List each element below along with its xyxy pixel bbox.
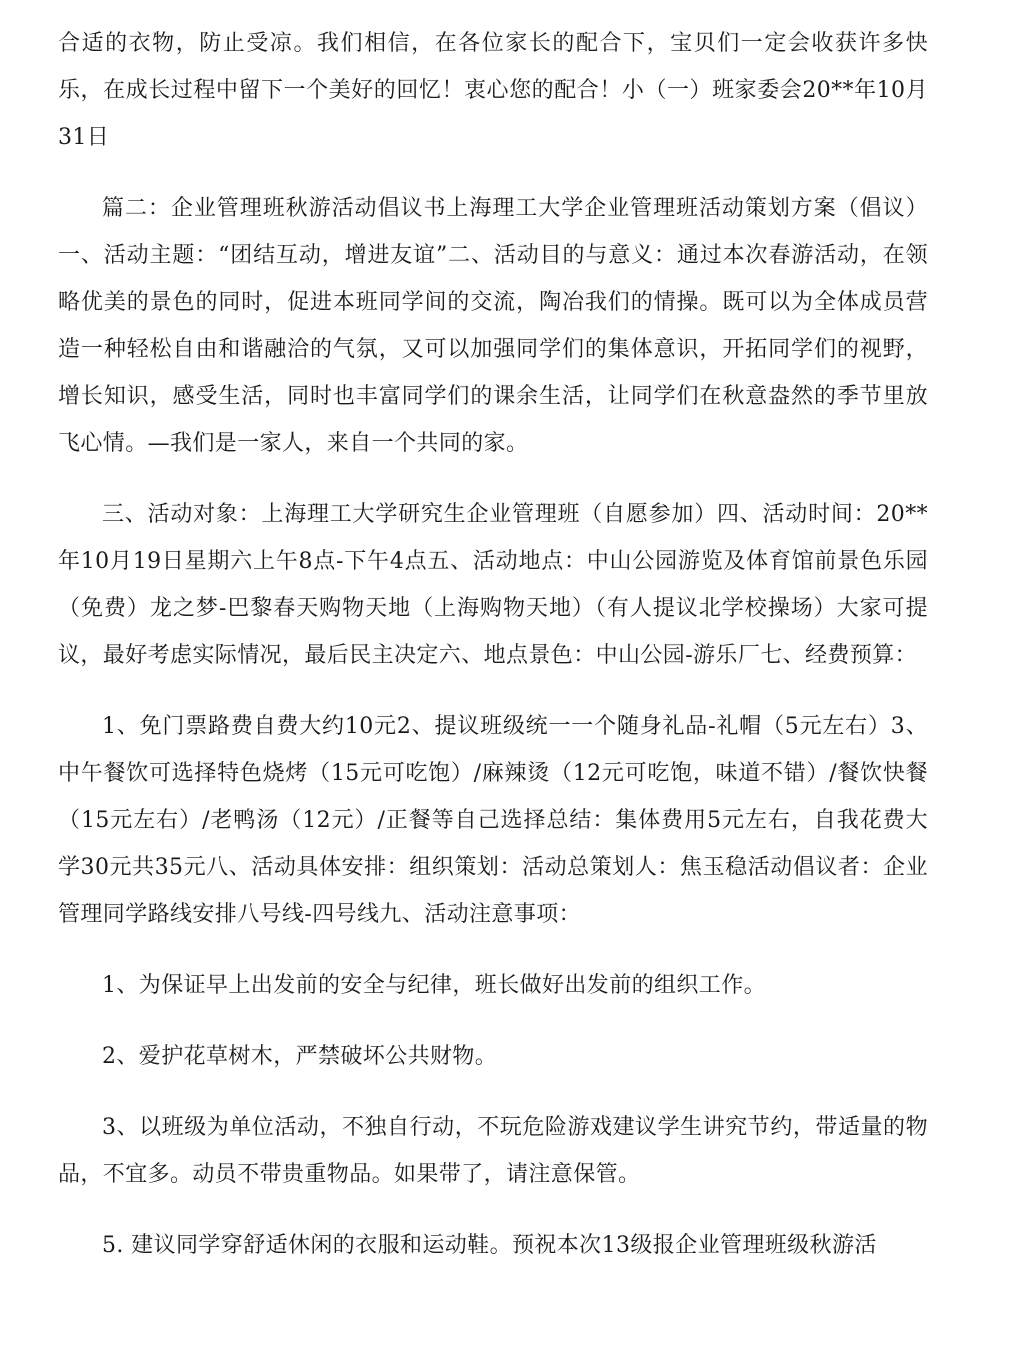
document-body [58,20,928,1269]
paragraph-activity-details: 三、活动对象：上海理工大学研究生企业管理班（自愿参加）四、活动时间：20**年10月19日星期六上午8点-下午4点五、活动地点：中山公园游览及体育馆前景色乐园（免费）龙之梦-巴黎春天购物天地（上海购物天地）（有人提议北学校操场）大家可提议，最好考虑实际情况，最后民主决定六、地点景色：中山公园-游乐厂七、经费预算： [58,502,928,668]
paragraph-note-3: 3、以班级为单位活动，不独自行动，不玩危险游戏建议学生讲究节约，带适量的物品，不宜多。动员不带贵重物品。如果带了，请注意保管。 [58,1115,928,1187]
paragraph-chapter-two-intro: 篇二：企业管理班秋游活动倡议书上海理工大学企业管理班活动策划方案（倡议）一、活动主题：“团结互动，增进友谊”二、活动目的与意义：通过本次春游活动，在领略优美的景色的同时，促进本班同学间的交流，陶冶我们的情操。既可以为全体成员营造一种轻松自由和谐融洽的气氛，又可以加强同学们的集体意识，开拓同学们的视野，增长知识，感受生活，同时也丰富同学们的课余生活，让同学们在秋意盎然的季节里放飞心情。—我们是一家人，来自一个共同的家。 [58,196,928,456]
paragraph-closing-notice: 合适的衣物，防止受凉。我们相信，在各位家长的配合下，宝贝们一定会收获许多快乐，在成长过程中留下一个美好的回忆！衷心您的配合！小（一）班家委会20**年10月31日 [58,31,928,150]
paragraph-note-1: 1、为保证早上出发前的安全与纪律，班长做好出发前的组织工作。 [102,973,766,998]
paragraph-note-2: 2、爱护花草树木，严禁破坏公共财物。 [102,1044,498,1069]
paragraph-budget: 1、免门票路费自费大约10元2、提议班级统一一个随身礼品-礼帽（5元左右）3、中午餐饮可选择特色烧烤（15元可吃饱）/麻辣烫（12元可吃饱，味道不错）/餐饮快餐（15元左右）/老鸭汤（12元）/正餐等自己选择总结：集体费用5元左右，自我花费大学30元共35元八、活动具体安排：组织策划：活动总策划人：焦玉稳活动倡议者：企业管理同学路线安排八号线-四号线九、活动注意事项： [58,714,928,927]
paragraph-note-5: 5. 建议同学穿舒适休闲的衣服和运动鞋。预祝本次13级报企业管理班级秋游活 [102,1233,877,1258]
